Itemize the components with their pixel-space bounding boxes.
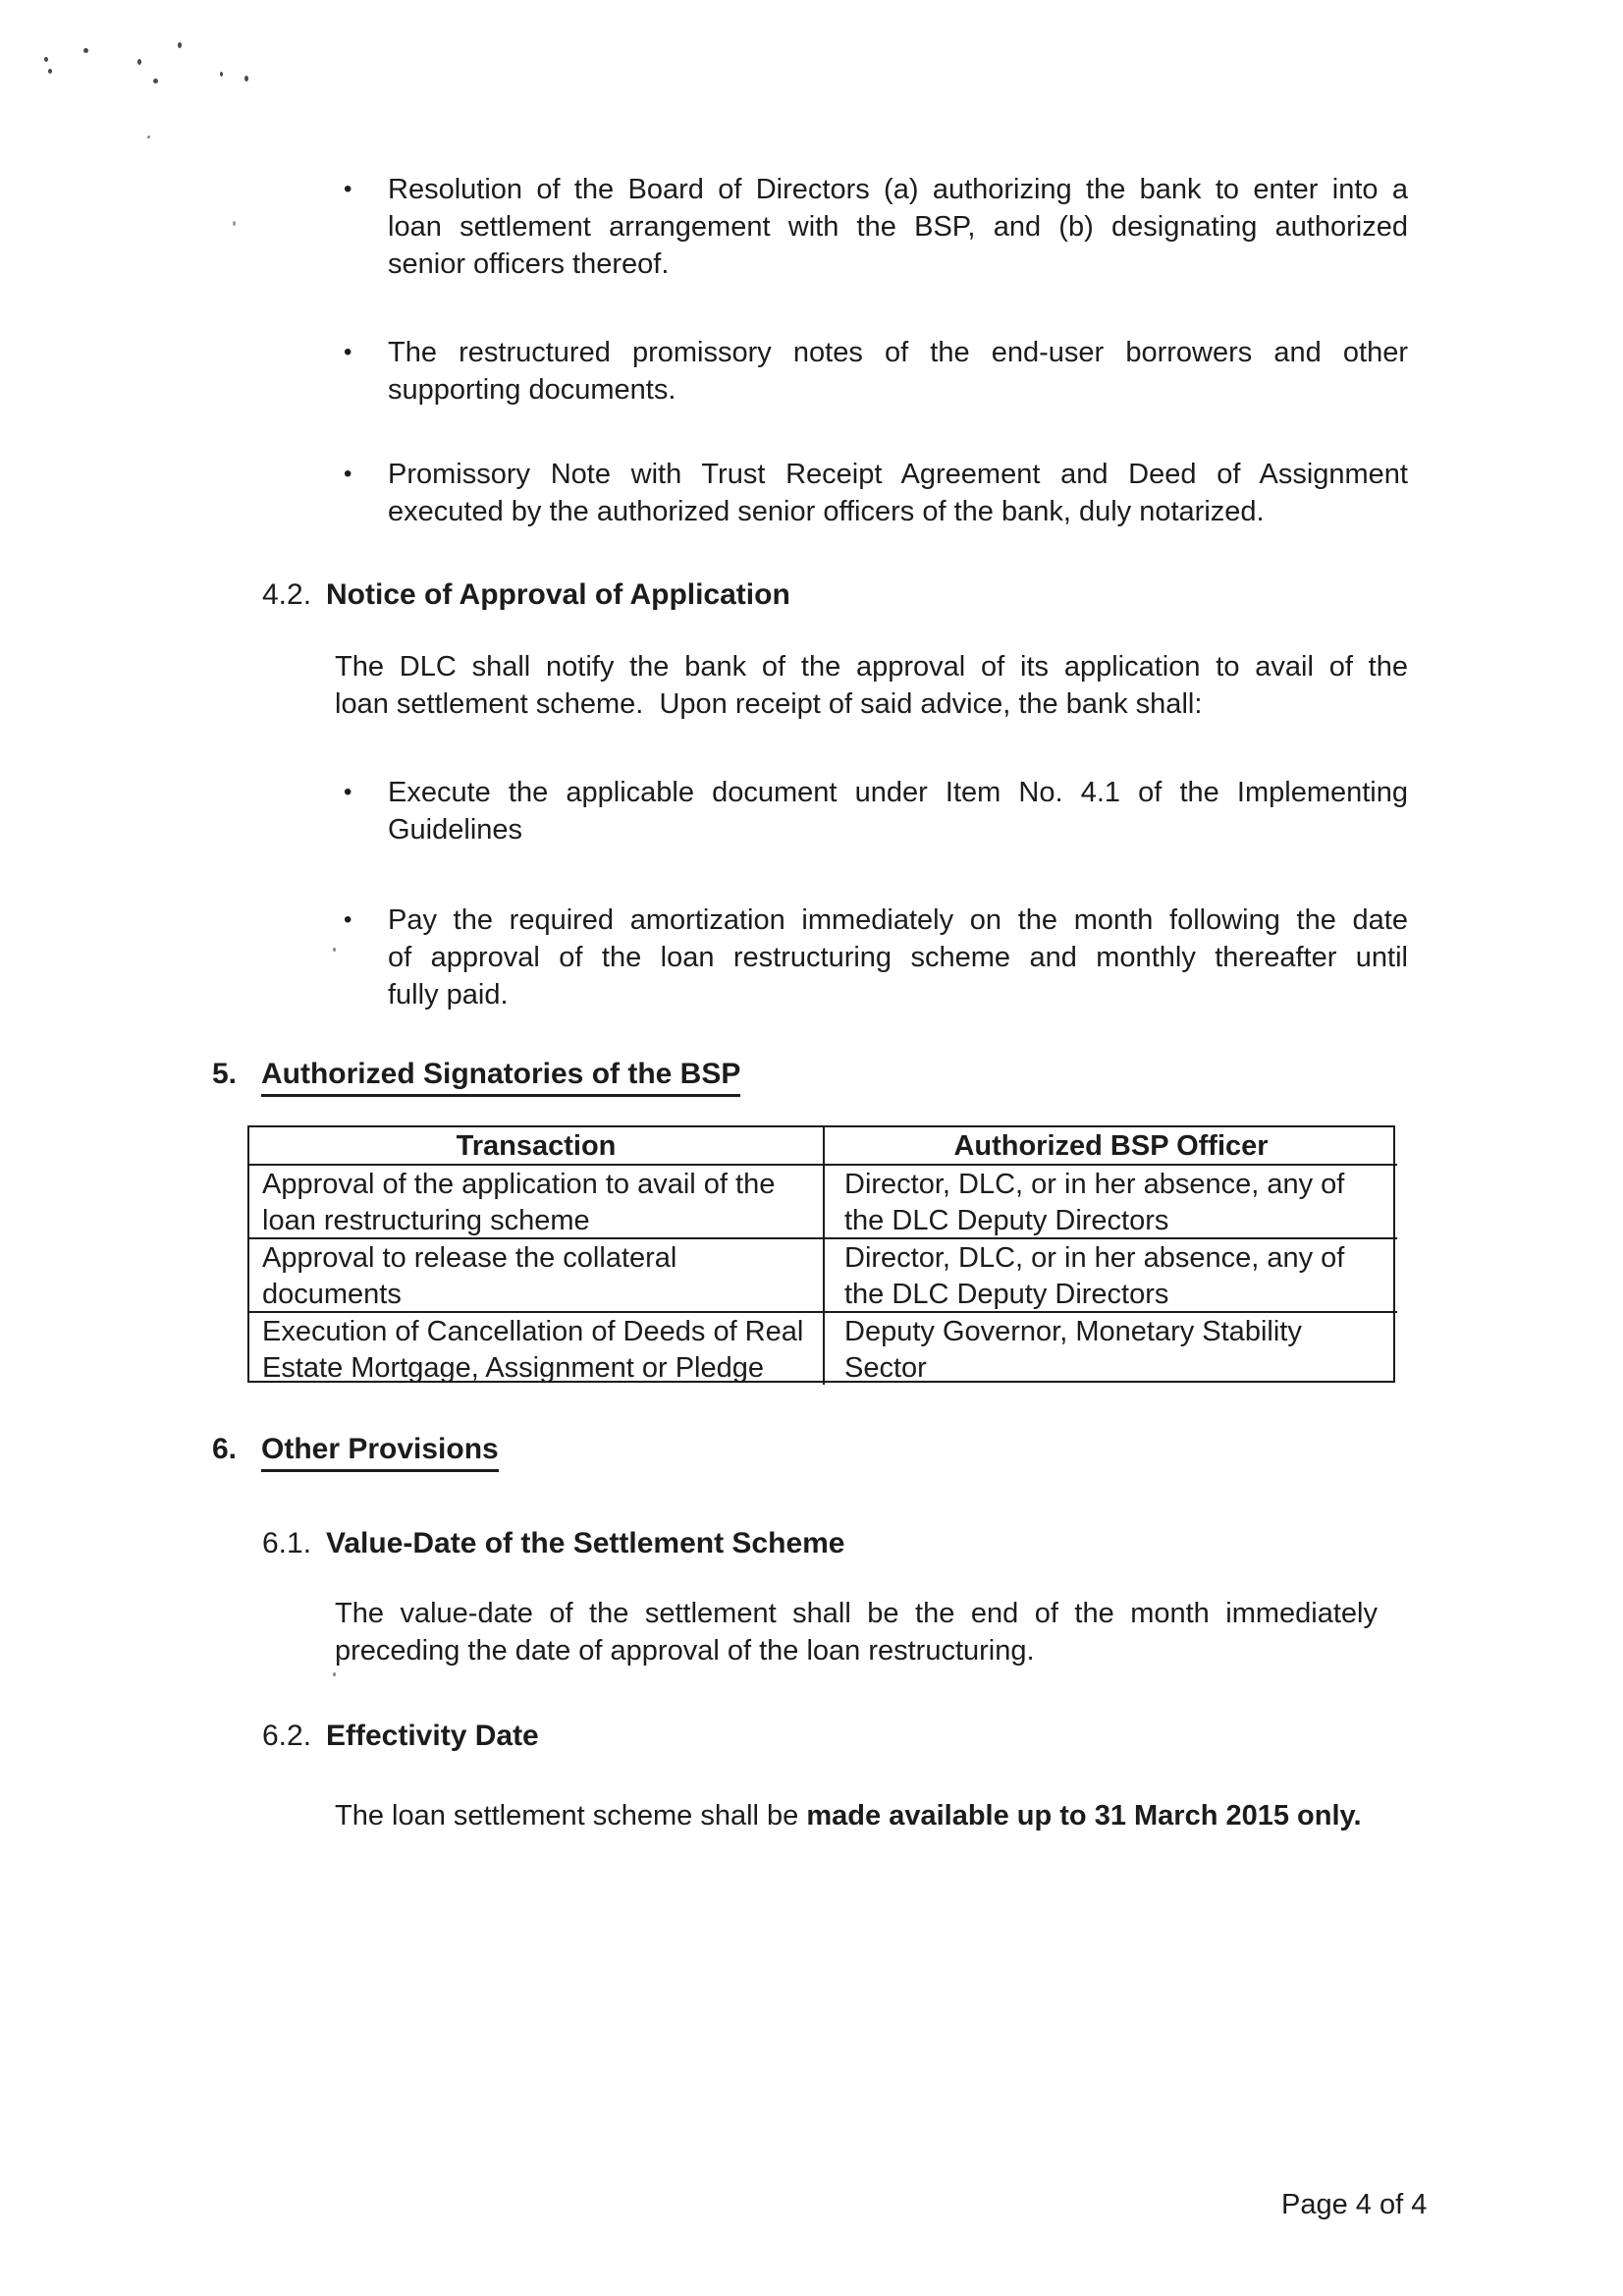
table-header-officer: Authorized BSP Officer (825, 1127, 1397, 1166)
scan-speckle (147, 136, 150, 138)
section-heading-4-2 (262, 575, 790, 615)
section-title: Effectivity Date (326, 1720, 539, 1752)
text-line: Resolution of the Board of Directors (a) authorizing the bank to enter into a (388, 174, 1408, 205)
table-header-transaction: Transaction (249, 1127, 825, 1166)
table-cell (249, 1313, 825, 1385)
text-line: The value-date of the settlement shall be the end of the month immediately (335, 1598, 1378, 1629)
text-line: the DLC Deputy Directors (844, 1205, 1169, 1236)
text-line: loan settlement scheme. Upon receipt of said advice, the bank shall: (335, 688, 1203, 720)
table-cell (249, 1239, 825, 1313)
section-number: 6. (212, 1433, 238, 1465)
scan-speckle (48, 69, 52, 74)
section-number: 6.2. (262, 1720, 312, 1752)
text-line: Guidelines (388, 814, 523, 846)
text-line: of approval of the loan restructuring scheme and monthly thereafter until (388, 942, 1408, 973)
text-line: loan settlement arrangement with the BSP, and (b) designating authorized (388, 211, 1408, 243)
scan-speckle (244, 76, 248, 82)
table-cell (825, 1239, 1397, 1313)
paragraph (335, 648, 1408, 723)
section-heading-5 (212, 1055, 740, 1094)
scan-speckle (178, 42, 182, 48)
text-line: senior officers thereof. (388, 248, 670, 280)
bullet-icon: • (344, 461, 352, 487)
text-line: fully paid. (388, 979, 509, 1011)
list-item (344, 456, 1408, 530)
scan-speckle (333, 1672, 336, 1676)
section-number: 5. (212, 1058, 238, 1090)
paragraph (335, 1595, 1378, 1669)
table-cell (825, 1166, 1397, 1239)
scan-speckle (153, 79, 158, 83)
bullet-icon: • (344, 779, 352, 805)
list-item (344, 171, 1408, 283)
text-run-bold: made available up to 31 March 2015 only (806, 1800, 1354, 1831)
bullet-icon: • (344, 339, 352, 365)
scan-speckle (220, 72, 223, 77)
page-number: Page 4 of 4 (1281, 2189, 1428, 2220)
text-line: loan restructuring scheme (262, 1205, 590, 1236)
list-item (344, 334, 1408, 409)
text-line: Director, DLC, or in her absence, any of (844, 1169, 1345, 1200)
section-title: Value-Date of the Settlement Scheme (326, 1527, 845, 1559)
section-number: 6.1. (262, 1527, 312, 1559)
text-line: The restructured promissory notes of the end-user borrowers and other (388, 337, 1408, 368)
text-line: Execution of Cancellation of Deeds of Real (262, 1316, 804, 1347)
text-line: Director, DLC, or in her absence, any of (844, 1242, 1345, 1274)
section-number: 4.2. (262, 578, 312, 611)
text-line: supporting documents. (388, 374, 676, 406)
section-title: Authorized Signatories of the BSP (261, 1058, 740, 1097)
text-line: Execute the applicable document under Item No. 4.1 of the Implementing (388, 777, 1408, 808)
text-line: Approval of the application to avail of the (262, 1169, 776, 1200)
bullet-text (388, 902, 1408, 1013)
text-line: preceding the date of approval of the loan restructuring. (335, 1635, 1035, 1667)
text-run: The loan settlement scheme shall be (335, 1800, 807, 1831)
text-line: documents (262, 1279, 402, 1310)
scan-speckle (83, 48, 88, 53)
bullet-text (388, 334, 1408, 409)
text-line: Deputy Governor, Monetary Stability Sector (844, 1316, 1302, 1384)
section-heading-6-2 (262, 1717, 539, 1756)
paragraph (335, 1797, 1415, 1834)
section-heading-6 (212, 1430, 499, 1469)
section-title: Notice of Approval of Application (326, 578, 790, 611)
bullet-icon: • (344, 906, 352, 933)
scan-speckle (44, 57, 48, 62)
text-line: The DLC shall notify the bank of the approval of its application to avail of the (335, 651, 1408, 683)
text-line: Estate Mortgage, Assignment or Pledge (262, 1352, 765, 1384)
bullet-text (388, 171, 1408, 283)
text-line: Approval to release the collateral (262, 1242, 677, 1274)
text-run: . (1353, 1800, 1362, 1831)
table-cell (825, 1313, 1397, 1385)
signatories-table (247, 1125, 1395, 1383)
list-item (344, 774, 1408, 848)
text-line: executed by the authorized senior officers of the bank, duly notarized. (388, 496, 1265, 527)
scan-speckle (333, 948, 336, 952)
text-line: Pay the required amortization immediately on the month following the date (388, 904, 1408, 936)
section-heading-6-1 (262, 1524, 845, 1563)
section-title: Other Provisions (261, 1433, 499, 1472)
text-line: Promissory Note with Trust Receipt Agreement and Deed of Assignment (388, 459, 1408, 490)
scan-speckle (233, 221, 236, 226)
list-item (344, 902, 1408, 1013)
bullet-text (388, 456, 1408, 530)
scan-speckle (137, 59, 141, 65)
bullet-icon: • (344, 176, 352, 202)
table-cell (249, 1166, 825, 1239)
bullet-text (388, 774, 1408, 848)
text-line: the DLC Deputy Directors (844, 1279, 1169, 1310)
